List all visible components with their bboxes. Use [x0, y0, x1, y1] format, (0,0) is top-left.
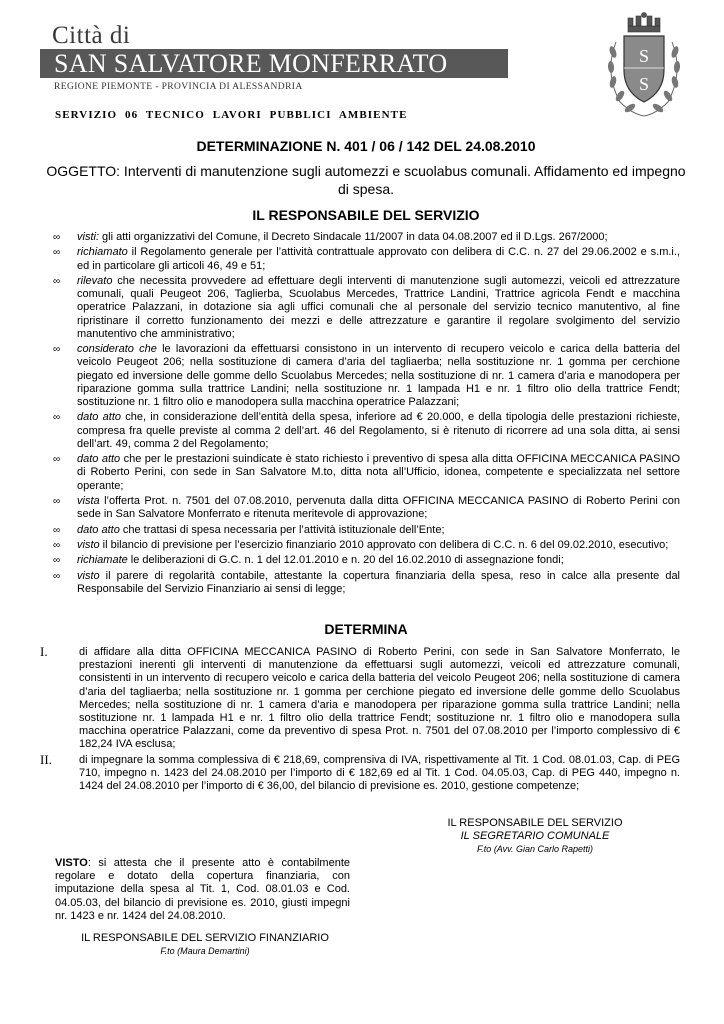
- crest-emblem-icon: [598, 12, 690, 120]
- consideration-lead: considerato che: [77, 343, 157, 356]
- item-number: II.: [40, 751, 52, 767]
- consideration-text: le lavorazioni da effettuarsi consistono in un intervento di recupero veicolo e carica della batteria del veicolo Peugeot 206; nella sostituzione di camera d’aria del tagliaerba; nella sostituzione nr. 1 gomma per cerchione piegato ed inversione delle gomme dello Scuolabus Mercedes; nella sostituzione di nr. 1 camera d’aria e manodopera per riparazione gomma sulla trattrice Landini; nella sostituzione nr. 1 lampada H1 e nr. 1 filtro olio della trattrice Fendt; sostituzione nr. 1 filtro olio e manodopera sulla macchina operatrice Palazzani;: [77, 343, 680, 408]
- consideration-lead: visti:: [77, 231, 99, 243]
- bullet-infinity-icon: ∞: [53, 539, 61, 551]
- consideration-text: che necessita provvedere ad effettuare degli interventi di manutenzione sugli automezzi, veicoli ed attrezzature comunali, quali Peugeot 206, Taglierba, Scuolabus Mercedes, Trattrice Landini, Trattrice agricola Fendt e macchina operatrice Palazzani, in dotazione sia agli uffici comunali che al personale del servizio tecnico manutentivo, al fine ripristinare il corretto funzionamento dei mezzi e delle attrezzature e garantire il regolare svolgimento del servizio manutentivo che amministrativo;: [77, 274, 680, 340]
- bullet-infinity-icon: ∞: [53, 275, 61, 287]
- consideration-text: che trattasi di spesa necessaria per l’attività istituzionale dell’Ente;: [119, 523, 445, 536]
- list-item: [52, 524, 680, 537]
- list-item: [52, 343, 680, 409]
- consideration-lead: dato atto: [77, 523, 120, 536]
- bullet-infinity-icon: ∞: [53, 247, 61, 259]
- bullet-infinity-icon: ∞: [53, 232, 61, 243]
- bullet-infinity-icon: ∞: [53, 344, 61, 356]
- list-item: [52, 570, 680, 596]
- header-city-prefix: Città di: [52, 22, 131, 49]
- consideration-text: il parere di regolarità contabile, attestante la copertura finanziaria della spesa, reso in calce alla presente dal Responsabile del Servizio Finanziario ai sensi di legge;: [77, 569, 680, 595]
- responsabile-heading: IL RESPONSABILE DEL SERVIZIO: [252, 207, 480, 223]
- consideration-lead: vista: [77, 494, 100, 507]
- signature-role: IL RESPONSABILE DEL SERVIZIO: [447, 817, 623, 829]
- consideration-text: il Regolamento generale per l’attività contrattuale approvato con delibera di C.C. n. 27 del 29.06.2002 e s.m.i., ed in particolare gli articoli 46, 49 e 51;: [77, 246, 680, 272]
- list-item: [40, 646, 680, 752]
- consideration-text: che per le prestazioni suindicate è stato richiesto i preventivo di spesa alla ditta OFFICINA MECCANICA PASINO di Roberto Perini, con sede in San Salvatore M.to, ditta nota all’Ufficio, idonea, competente e specializzata nel settore operante;: [77, 453, 680, 492]
- list-item: [52, 275, 680, 341]
- signature-title: IL SEGRETARIO COMUNALE: [460, 830, 610, 842]
- determina-list: [40, 646, 680, 795]
- list-item: [52, 231, 680, 244]
- servizio-line: SERVIZIO 06 TECNICO LAVORI PUBBLICI AMBIENTE: [55, 109, 408, 121]
- consideration-lead: visto: [77, 569, 100, 582]
- list-item: [52, 554, 680, 567]
- list-item: [52, 246, 680, 272]
- header-comune-name: SAN SALVATORE MONFERRATO: [54, 49, 448, 78]
- signature-finanziario: [40, 932, 370, 958]
- consideration-text: l’offerta Prot. n. 7501 del 07.08.2010, pervenuta dalla ditta OFFICINA MECCANICA PASINO di Roberto Perini con sede in San Salvatore Monferrato e ritenuta meritevole di approvazione;: [77, 494, 680, 521]
- item-text: di affidare alla ditta OFFICINA MECCANICA PASINO di Roberto Perini, con sede in San Salvatore Monferrato, le prestazioni inerenti gli interventi di manutenzione da effettuarsi sugli automezzi, veicoli ed attrezzature comunali, consistenti in un intervento di recupero veicolo e carica della batteria del veicolo Peugeot 206; nella sostituzione di camera d’aria del tagliaerba; nella sostituzione nr. 1 gomma per cerchione piegato ed inversione delle gomme dello Scuolabus Mercedes; nella sostituzione di nr. 1 camera d’aria e manodopera per riparazione gomma sulla trattrice Landini; nella sostituzione nr. 1 lampada H1 e nr. 1 filtro olio della trattrice Fendt; sostituzione nr. 1 filtro olio e manodopera sulla macchina operatrice Palazzani, come da preventivo di spesa Prot. n. 7501 del 07.08.2010 per l’importo complessivo di € 182,24 IVA esclusa;: [79, 646, 680, 751]
- consideration-lead: dato atto: [77, 411, 122, 424]
- visto-text: : si attesta che il presente atto è contabilmente regolare e dotato della copertura finanziaria, con imputazione della spesa al Tit. 1, Cod. 08.01.03 e Cod. 04.05.03, del bilancio di previsione es. 2010, giusti impegni nr. 1423 e nr. 1424 del 24.08.2010.: [55, 857, 350, 922]
- item-text: di impegnare la somma complessiva di € 218,69, comprensiva di IVA, rispettivamente al Tit. 1 Cod. 08.01.03, Cap. di PEG 710, impegno n. 1423 del 24.08.2010 per l’importo di € 182,69 ed al Tit. 1 Cod. 04.05.03, Cap. di PEG 440, impegno n. 1424 del 24.08.2010 per l’importo di € 36,00, del bilancio di previsione es. 2010, gestione competenze;: [79, 753, 680, 793]
- signature-name: F.to (Avv. Gian Carlo Rapetti): [476, 844, 594, 854]
- consideration-lead: richiamato: [77, 246, 128, 259]
- bullet-infinity-icon: ∞: [53, 570, 61, 582]
- item-number: I.: [40, 644, 48, 659]
- consideration-text: le deliberazioni di G.C. n. 1 del 12.01.2010 e n. 20 del 16.02.2010 di assegnazione fondi;: [127, 554, 564, 567]
- bullet-infinity-icon: ∞: [53, 495, 61, 507]
- consideration-lead: dato atto: [77, 453, 121, 466]
- signature-responsabile: [420, 817, 650, 856]
- list-item: [52, 411, 680, 451]
- visto-lead: VISTO: [55, 857, 88, 869]
- consideration-text: il bilancio di previsione per l’esercizio finanziario 2010 approvato con delibera di C.C. n. 6 del 09.02.2010, esecutivo;: [99, 538, 669, 551]
- consideration-lead: richiamate: [77, 554, 128, 567]
- consideration-text: gli atti organizzativi del Comune, il Decreto Sindacale 11/2007 in data 04.08.2007 ed il D.Lgs. 267/2000;: [99, 231, 608, 243]
- header-region: REGIONE PIEMONTE - PROVINCIA DI ALESSANDRIA: [54, 82, 303, 92]
- determina-heading: DETERMINA: [324, 621, 408, 637]
- list-item: [40, 751, 680, 794]
- visto-block: [55, 857, 350, 923]
- determinazione-title: DETERMINAZIONE N. 401 / 06 / 142 DEL 24.08.2010: [196, 138, 536, 154]
- bullet-infinity-icon: ∞: [53, 524, 61, 536]
- crest-letter-top: S: [638, 46, 650, 66]
- list-item: [52, 539, 680, 552]
- crest-letter-bottom: S: [638, 74, 650, 94]
- bullet-infinity-icon: ∞: [53, 412, 61, 424]
- considerations-list: [52, 231, 680, 598]
- consideration-lead: rilevato: [77, 274, 113, 287]
- consideration-lead: visto: [77, 538, 100, 551]
- signature-name: F.to (Maura Demartini): [160, 946, 250, 956]
- list-item: [52, 495, 680, 521]
- bullet-infinity-icon: ∞: [53, 454, 61, 466]
- oggetto-text: OGGETTO: Interventi di manutenzione sugli automezzi e scuolabus comunali. Affidamento ed impegno di spesa.: [46, 163, 686, 197]
- bullet-infinity-icon: ∞: [53, 555, 61, 567]
- list-item: [52, 453, 680, 493]
- consideration-text: che, in considerazione dell’entità della spesa, inferiore ad € 20.000, e della tipologia delle prestazioni richieste, compresa fra quelle previste al comma 2 dell’art. 46 del Regolamento, si è ritenuto di ricorrere ad una sola ditta, ai sensi dell’art. 49, comma 2 del Regolamento;: [77, 411, 680, 450]
- signature-role: IL RESPONSABILE DEL SERVIZIO FINANZIARIO: [81, 932, 329, 944]
